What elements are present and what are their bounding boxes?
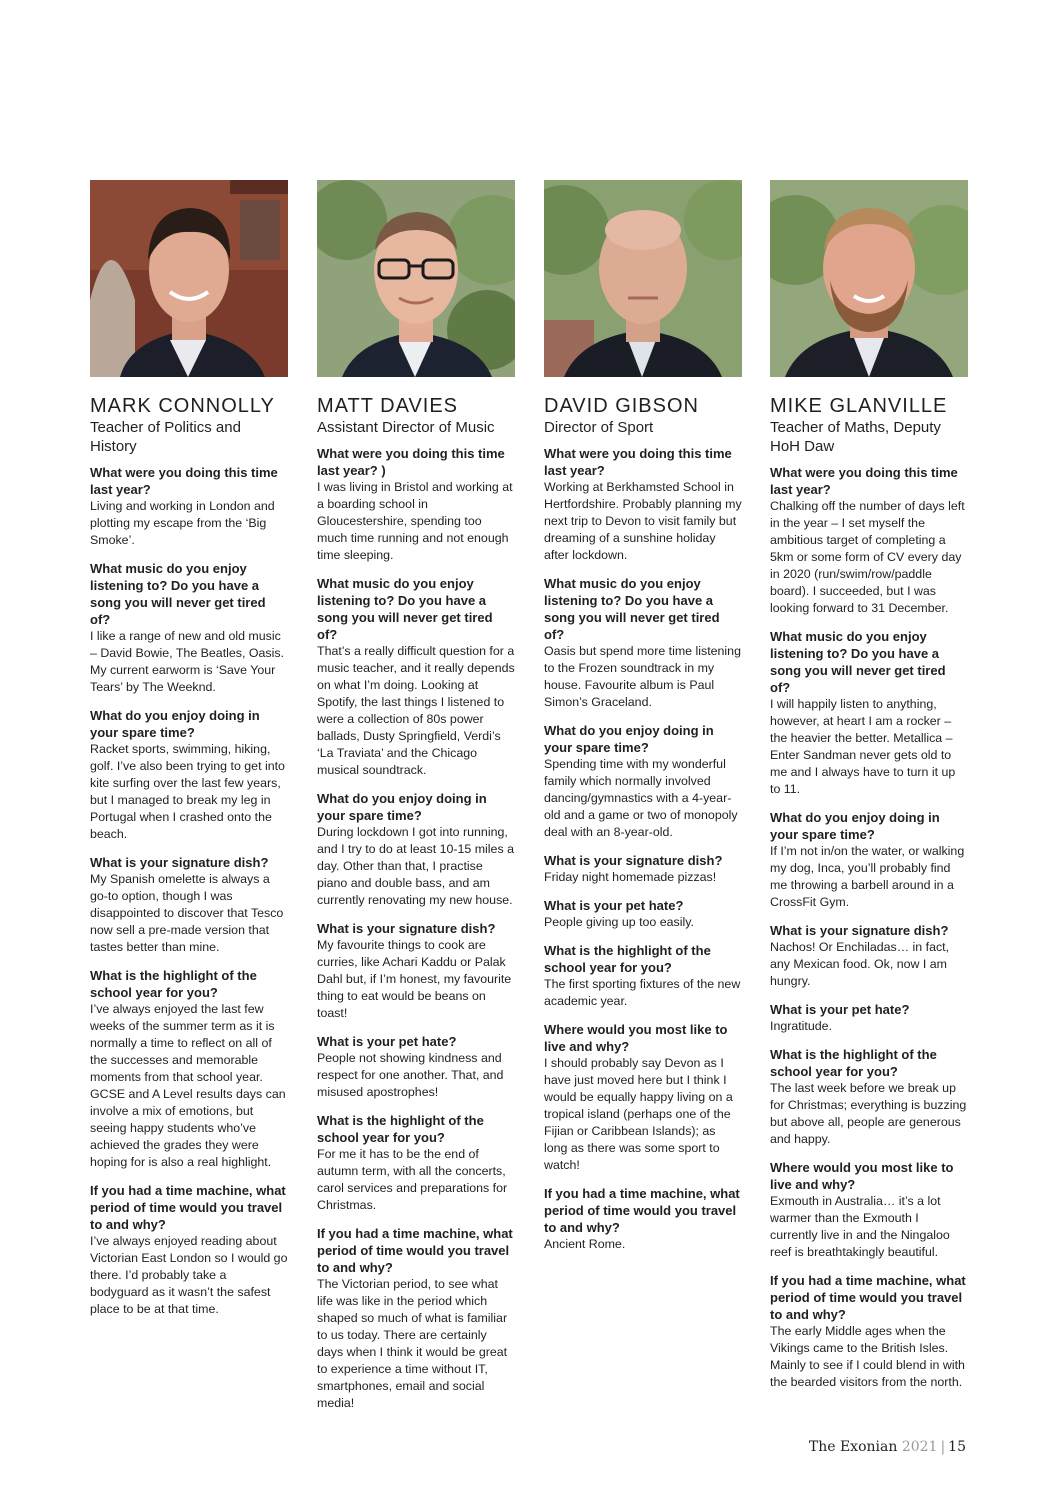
question: Where would you most like to live and why? — [544, 1022, 728, 1054]
answer: Living and working in London and plotting my escape from the ‘Big Smoke’. — [90, 499, 275, 547]
qa-item — [90, 1182, 288, 1318]
answer: That’s a really difficult question for a music teacher, and it really depends on what I’m doing. Looking at Spotify, the last things I listened to were a collection of 80s power ballads, Dusty Springfield, Verdi’s ‘La Traviata’ and the Chicago musical soundtrack. — [317, 644, 515, 777]
page-number: 15 — [948, 1439, 966, 1455]
answer: The last week before we break up for Christmas; everything is buzzing but above all, people are generous and happy. — [770, 1081, 967, 1146]
qa-item — [90, 854, 288, 956]
profile-matt-davies — [317, 180, 515, 1423]
answer: My Spanish omelette is always a go-to option, though I was disappointed to discover that Tesco now sell a pre-made version that tastes better than mine. — [90, 872, 284, 954]
page-footer — [809, 1439, 966, 1455]
answer: Ingratitude. — [770, 1019, 832, 1033]
profile-name: MARK CONNOLLY — [90, 395, 275, 417]
answer: I’ve always enjoyed reading about Victorian East London so I would go there. I’d probably take a bodyguard as it wasn’t the safest place to be at that time. — [90, 1234, 288, 1316]
qa-item — [544, 852, 742, 886]
qa-item — [317, 790, 515, 909]
question: What music do you enjoy listening to? Do you have a song you will never get tired of? — [90, 561, 266, 627]
answer: My favourite things to cook are curries, like Achari Kaddu or Palak Dahl but, if I’m honest, my favourite thing to eat would be beans on toast! — [317, 938, 512, 1020]
answer: Spending time with my wonderful family which normally involved dancing/gymnastics with a 4-year-old and a game or two of monopoly deal with an 8-year-old. — [544, 757, 738, 839]
qa-item — [90, 464, 288, 549]
question: If you had a time machine, what period of time would you travel to and why? — [317, 1226, 513, 1275]
qa-item — [317, 575, 515, 779]
profile-role: Teacher of Maths, Deputy HoH Daw — [770, 419, 941, 455]
answer: If I’m not in/on the water, or walking my dog, Inca, you’ll probably find me throwing a barbell around in a CrossFit Gym. — [770, 844, 965, 909]
qa-item — [770, 464, 968, 617]
profile-role: Assistant Director of Music — [317, 419, 495, 436]
answer: Nachos! Or Enchiladas… in fact, any Mexican food. Ok, now I am hungry. — [770, 940, 950, 988]
portrait-photo — [770, 180, 968, 377]
qa-item — [90, 707, 288, 843]
portrait-photo — [544, 180, 742, 377]
question: What do you enjoy doing in your spare time? — [544, 723, 714, 755]
question: What were you doing this time last year? — [544, 446, 732, 478]
answer: Working at Berkhamsted School in Hertfordshire. Probably planning my next trip to Devon to visit family but dreaming of a sunshine holiday after lockdown. — [544, 480, 742, 562]
question: What is your signature dish? — [770, 923, 949, 938]
question: What music do you enjoy listening to? Do you have a song you will never get tired of? — [770, 629, 946, 695]
answer: During lockdown I got into running, and I try to do at least 10-15 miles a day. Other than that, I practise piano and double bass, and am currently renovating my new house. — [317, 825, 514, 907]
answer: Racket sports, swimming, hiking, golf. I’ve also been trying to get into kite surfing over the last few years, but I managed to break my leg in Portugal when I crashed onto the beach. — [90, 742, 285, 841]
question: What is the highlight of the school year for you? — [90, 968, 257, 1000]
profile-name: MIKE GLANVILLE — [770, 395, 948, 417]
question: What music do you enjoy listening to? Do you have a song you will never get tired of? — [317, 576, 493, 642]
qa-item — [544, 942, 742, 1010]
answer: I will happily listen to anything, however, at heart I am a rocker – the heavier the better. Metallica – Enter Sandman never gets old to me and I always have to turn it up to 11. — [770, 697, 956, 796]
answer: People not showing kindness and respect for one another. That, and misused apostrophes! — [317, 1051, 504, 1099]
question: If you had a time machine, what period of time would you travel to and why? — [544, 1186, 740, 1235]
qa-item — [317, 1033, 515, 1101]
portrait-photo — [90, 180, 288, 377]
qa-item — [317, 445, 515, 564]
qa-item — [544, 1185, 742, 1253]
question: What is your signature dish? — [544, 853, 723, 868]
qa-item — [770, 628, 968, 798]
qa-item — [544, 897, 742, 931]
qa-item — [544, 575, 742, 711]
answer: I should probably say Devon as I have just moved here but I think I would be equally happy living on a tropical island (perhaps one of the Fijian or Caribbean Islands); as long as there was some sport to watch! — [544, 1056, 733, 1172]
answer: Oasis but spend more time listening to the Frozen soundtrack in my house. Favourite album is Paul Simon’s Graceland. — [544, 644, 741, 709]
question: What do you enjoy doing in your spare time? — [317, 791, 487, 823]
question: If you had a time machine, what period of time would you travel to and why? — [90, 1183, 286, 1232]
question: What is the highlight of the school year for you? — [770, 1047, 937, 1079]
profile-mark-connolly — [90, 180, 288, 1329]
footer-divider: | — [940, 1439, 946, 1455]
qa-item — [770, 1001, 968, 1035]
profile-name: DAVID GIBSON — [544, 395, 699, 417]
question: What do you enjoy doing in your spare time? — [90, 708, 260, 740]
answer: I’ve always enjoyed the last few weeks of the summer term as it is normally a time to reflect on all of the successes and memorable moments from that school year. GCSE and A Level results days can involve a mix of emotions, but seeing happy students who’ve achieved the grades they were hoping for is also a real highlight. — [90, 1002, 286, 1169]
publication-title: The Exonian — [808, 1439, 898, 1455]
answer: The Victorian period, to see what life was like in the period which shaped so much of what is familiar to us today. There are certainly days when I think it would be great to experience a time without IT, smartphones, email and social media! — [317, 1277, 508, 1410]
question: What is your pet hate? — [770, 1002, 910, 1017]
answer: Exmouth in Australia… it’s a lot warmer than the Exmouth I currently live in and the Ningaloo reef is breathtakingly beautiful. — [770, 1194, 950, 1259]
portrait-photo — [317, 180, 515, 377]
answer: People giving up too easily. — [544, 915, 694, 929]
question: What is your signature dish? — [90, 855, 269, 870]
answer: I like a range of new and old music – David Bowie, The Beatles, Oasis. My current earworm is ‘Save Your Tears’ by The Weeknd. — [90, 629, 284, 694]
qa-item — [770, 1046, 968, 1148]
qa-item — [317, 1225, 515, 1412]
qa-item — [770, 1159, 968, 1261]
profile-david-gibson — [544, 180, 742, 1264]
profile-mike-glanville — [770, 180, 968, 1402]
question: What is your pet hate? — [544, 898, 684, 913]
question: What were you doing this time last year? ) — [317, 446, 505, 478]
answer: I was living in Bristol and working at a boarding school in Gloucestershire, spending too much time running and not enough time sleeping. — [317, 480, 513, 562]
profile-name: MATT DAVIES — [317, 395, 459, 417]
question: If you had a time machine, what period of time would you travel to and why? — [770, 1273, 966, 1322]
profile-role: Director of Sport — [544, 419, 654, 436]
profile-role: Teacher of Politics and History — [90, 419, 241, 455]
question: What is the highlight of the school year for you? — [544, 943, 711, 975]
answer: For me it has to be the end of autumn term, with all the concerts, carol services and preparations for Christmas. — [317, 1147, 508, 1212]
question: What were you doing this time last year? — [770, 465, 958, 497]
question: Where would you most like to live and why? — [770, 1160, 954, 1192]
answer: Ancient Rome. — [544, 1237, 626, 1251]
qa-item — [544, 722, 742, 841]
answer: The first sporting fixtures of the new academic year. — [544, 977, 741, 1008]
qa-item — [90, 560, 288, 696]
question: What music do you enjoy listening to? Do you have a song you will never get tired of? — [544, 576, 720, 642]
publication-year: 2021 — [901, 1439, 938, 1455]
question: What is your signature dish? — [317, 921, 496, 936]
question: What is the highlight of the school year for you? — [317, 1113, 484, 1145]
qa-item — [770, 1272, 968, 1391]
qa-item — [544, 1021, 742, 1174]
qa-item — [317, 1112, 515, 1214]
qa-item — [544, 445, 742, 564]
answer: Friday night homemade pizzas! — [544, 870, 717, 884]
question: What do you enjoy doing in your spare time? — [770, 810, 940, 842]
qa-item — [770, 809, 968, 911]
qa-item — [317, 920, 515, 1022]
question: What is your pet hate? — [317, 1034, 457, 1049]
qa-item — [90, 967, 288, 1171]
answer: Chalking off the number of days left in the year – I set myself the ambitious target of completing a 5km or some form of CV every day in 2020 (run/swim/row/paddle board). I succeeded, but I was looking forward to 31 December. — [770, 499, 965, 615]
question: What were you doing this time last year? — [90, 465, 278, 497]
answer: The early Middle ages when the Vikings came to the British Isles. Mainly to see if I could blend in with the bearded visitors from the north. — [770, 1324, 965, 1389]
qa-item — [770, 922, 968, 990]
